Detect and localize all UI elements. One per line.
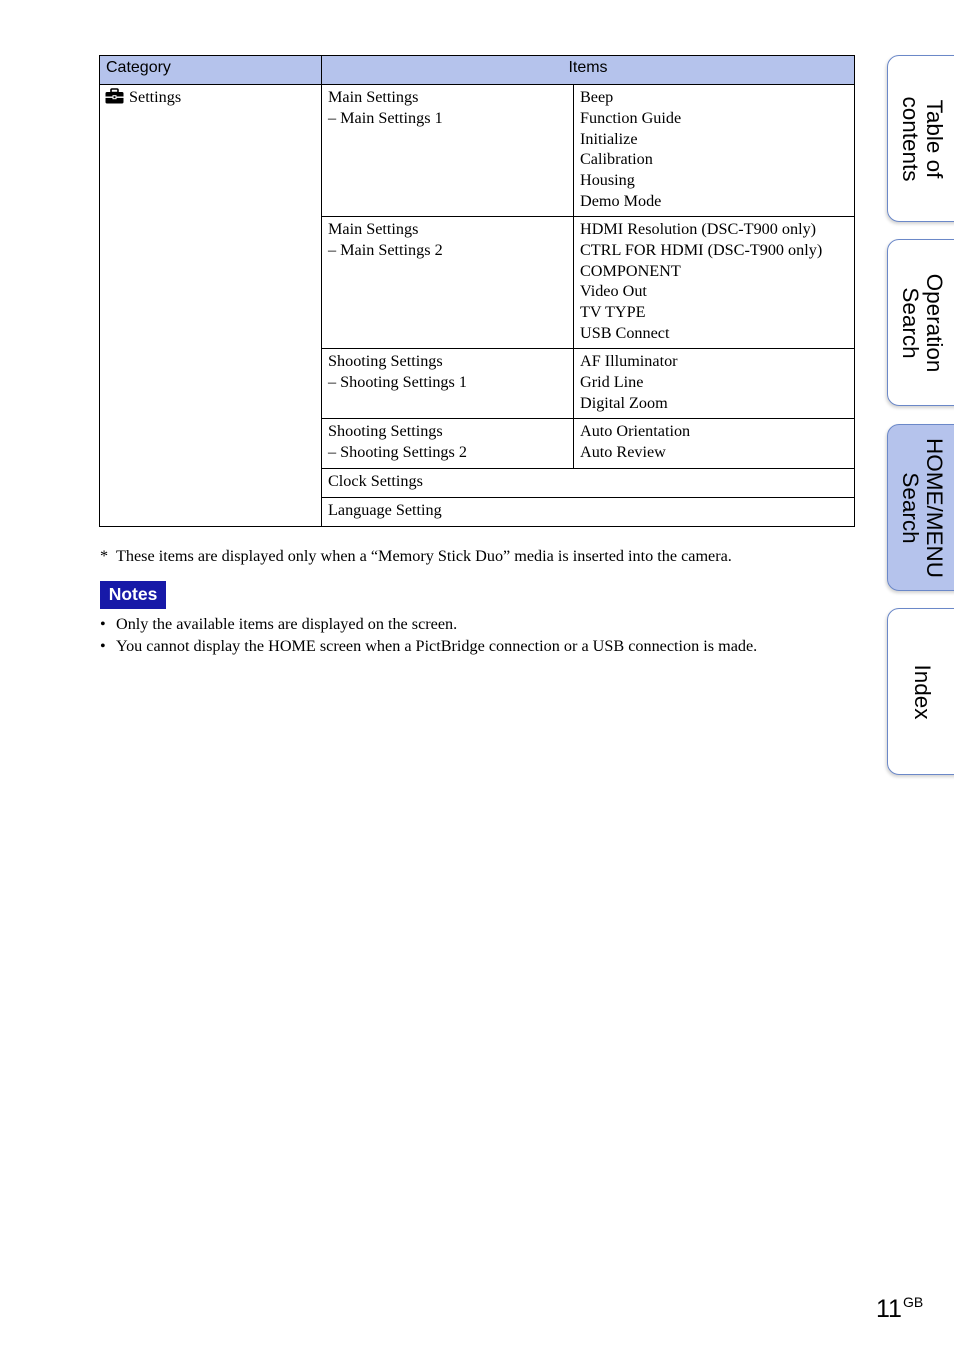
note-text: Only the available items are displayed on the screen. xyxy=(116,615,458,633)
subcategory-cell xyxy=(322,349,574,419)
item-ctrl-for-hdmi: CTRL FOR HDMI (DSC-T900 only) xyxy=(580,240,823,259)
item-grid-line: Grid Line xyxy=(580,372,644,391)
tab-label xyxy=(898,273,946,372)
tab-label-line: contents xyxy=(898,95,923,182)
category-header: Category xyxy=(100,56,322,85)
footnote xyxy=(100,546,732,566)
tab-label-line: Search xyxy=(898,471,923,544)
tab-label-line: Operation xyxy=(922,273,947,372)
page-number-suffix: GB xyxy=(902,1294,924,1310)
clock-settings-cell: Clock Settings xyxy=(322,469,855,498)
item-beep: Beep xyxy=(580,88,614,106)
subcategory-subtitle: – Main Settings 2 xyxy=(328,240,443,259)
subcategory-title: Main Settings xyxy=(328,220,419,238)
toolbox-icon xyxy=(105,88,124,104)
item-af-illuminator: AF Illuminator xyxy=(580,352,678,370)
item-demo-mode: Demo Mode xyxy=(580,191,662,210)
items-cell xyxy=(574,349,855,419)
subcategory-cell xyxy=(322,85,574,217)
item-auto-review: Auto Review xyxy=(580,442,666,461)
items-cell xyxy=(574,419,855,469)
note-text: You cannot display the HOME screen when a PictBridge connection or a USB connection is made. xyxy=(116,637,758,655)
tab-table-of-contents[interactable] xyxy=(887,55,954,222)
items-cell xyxy=(574,217,855,349)
tab-label-line: Search xyxy=(898,286,923,359)
item-initialize: Initialize xyxy=(580,129,638,148)
page-number-value: 11 xyxy=(876,1295,902,1323)
subcategory-cell xyxy=(322,419,574,469)
item-function-guide: Function Guide xyxy=(580,108,682,127)
tab-label-line: HOME/MENU xyxy=(922,437,947,578)
notes-list xyxy=(100,613,757,657)
tab-label xyxy=(898,96,946,181)
tab-home-menu-search[interactable] xyxy=(887,424,954,591)
subcategory-cell xyxy=(322,217,574,349)
notes-badge: Notes xyxy=(100,581,166,609)
subcategory-subtitle: – Shooting Settings 2 xyxy=(328,442,467,461)
note-item xyxy=(100,613,757,635)
item-usb-connect: USB Connect xyxy=(580,323,670,342)
item-component: COMPONENT xyxy=(580,261,681,280)
subcategory-subtitle: – Shooting Settings 1 xyxy=(328,372,467,391)
item-video-out: Video Out xyxy=(580,282,647,301)
page-number xyxy=(876,1287,923,1324)
item-calibration: Calibration xyxy=(580,150,653,169)
settings-table xyxy=(99,55,855,527)
note-item xyxy=(100,635,757,657)
item-auto-orientation: Auto Orientation xyxy=(580,422,691,440)
language-setting-cell: Language Setting xyxy=(322,498,855,527)
category-label: Settings xyxy=(129,88,182,106)
tab-label-line: Table of xyxy=(922,99,947,178)
subcategory-title: Shooting Settings xyxy=(328,352,443,370)
footnote-mark: * xyxy=(100,547,109,565)
category-cell xyxy=(100,85,322,527)
subcategory-title: Main Settings xyxy=(328,88,419,106)
tab-index[interactable] xyxy=(887,608,954,775)
item-hdmi-resolution: HDMI Resolution (DSC-T900 only) xyxy=(580,220,817,238)
tab-label xyxy=(910,664,934,719)
item-digital-zoom: Digital Zoom xyxy=(580,393,668,412)
item-tv-type: TV TYPE xyxy=(580,303,646,322)
subcategory-subtitle: – Main Settings 1 xyxy=(328,108,443,127)
bullet-icon: • xyxy=(100,615,106,633)
item-housing: Housing xyxy=(580,171,635,190)
items-cell xyxy=(574,85,855,217)
tab-label xyxy=(898,438,946,578)
items-header: Items xyxy=(322,56,855,85)
subcategory-title: Shooting Settings xyxy=(328,422,443,440)
footnote-text: These items are displayed only when a “Memory Stick Duo” media is inserted into the camera. xyxy=(116,547,732,565)
tab-operation-search[interactable] xyxy=(887,239,954,406)
tab-label-line: Index xyxy=(910,663,935,720)
bullet-icon: • xyxy=(100,637,106,655)
